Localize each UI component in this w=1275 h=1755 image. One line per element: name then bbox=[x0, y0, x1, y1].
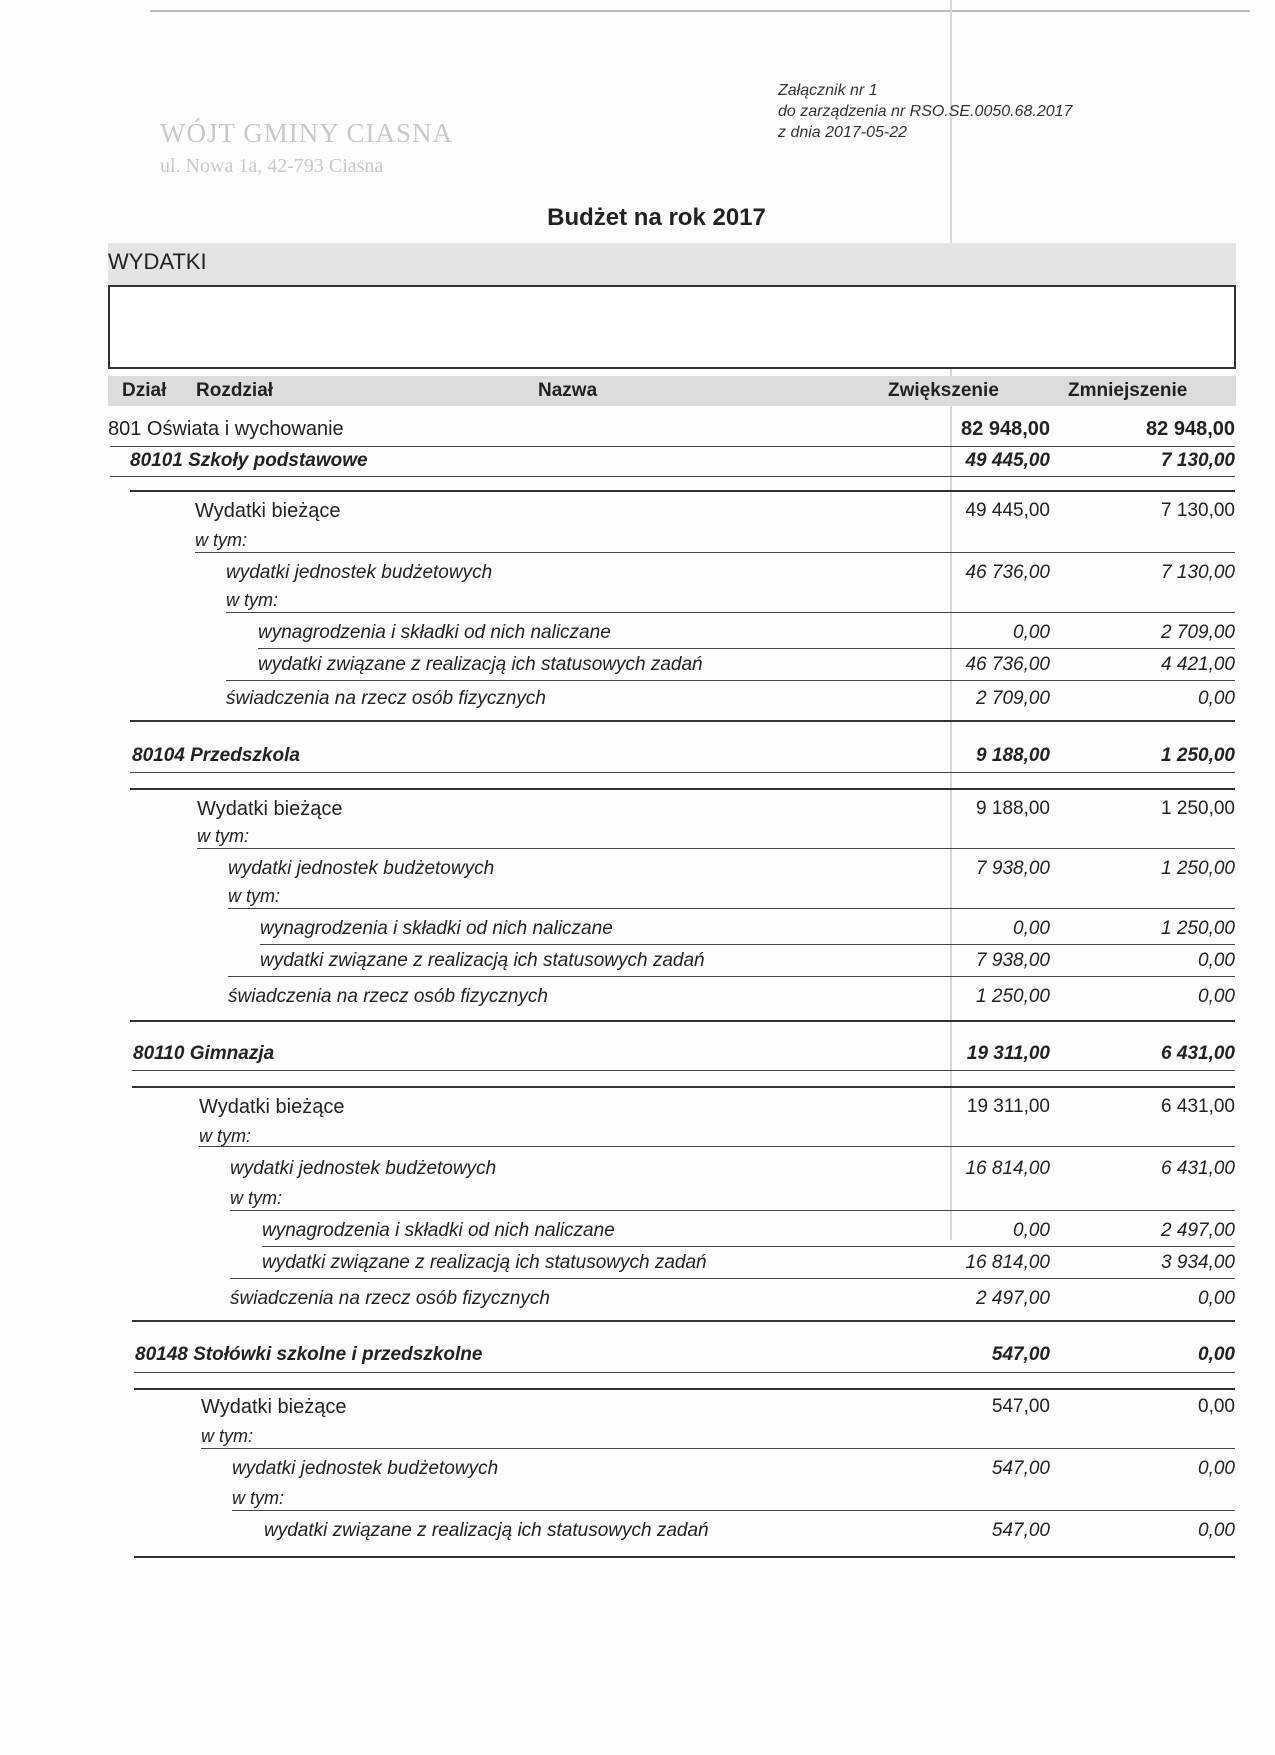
row-name: w tym: bbox=[232, 1488, 284, 1508]
table-row bbox=[0, 1220, 1275, 1246]
table-row bbox=[0, 858, 1275, 884]
row-rule bbox=[228, 976, 1235, 977]
row-name: w tym: bbox=[230, 1188, 282, 1208]
row-increase: 0,00 bbox=[1013, 622, 1050, 643]
row-decrease: 7 130,00 bbox=[1161, 450, 1235, 471]
table-row bbox=[0, 1158, 1275, 1184]
row-name: wydatki związane z realizacją ich statusowych zadań bbox=[260, 950, 705, 971]
row-increase: 2 497,00 bbox=[976, 1288, 1050, 1309]
row-decrease: 0,00 bbox=[1198, 1288, 1235, 1309]
section-rule bbox=[130, 720, 1235, 722]
row-increase: 46 736,00 bbox=[965, 562, 1050, 583]
table-row bbox=[0, 745, 1275, 771]
table-row bbox=[0, 798, 1275, 824]
row-increase: 19 311,00 bbox=[966, 1096, 1050, 1117]
row-rule bbox=[262, 1246, 1235, 1247]
row-decrease: 6 431,00 bbox=[1161, 1158, 1235, 1179]
row-rule bbox=[232, 1510, 1235, 1511]
row-decrease: 2 497,00 bbox=[1161, 1220, 1235, 1241]
row-rule bbox=[260, 944, 1235, 945]
row-name: w tym: bbox=[195, 530, 247, 550]
table-row bbox=[0, 1252, 1275, 1278]
stamp-line-1: WÓJT GMINY CIASNA bbox=[160, 118, 453, 148]
section-rule bbox=[130, 788, 1235, 790]
row-decrease: 0,00 bbox=[1198, 1520, 1235, 1541]
table-row bbox=[0, 918, 1275, 944]
section-rule bbox=[134, 1388, 1235, 1390]
row-decrease: 6 431,00 bbox=[1161, 1096, 1235, 1117]
table-row bbox=[0, 1396, 1275, 1422]
row-increase: 16 814,00 bbox=[965, 1252, 1050, 1273]
row-decrease: 1 250,00 bbox=[1161, 858, 1235, 879]
annex-line-2: do zarządzenia nr RSO.SE.0050.68.2017 bbox=[778, 103, 1073, 120]
section-rule bbox=[134, 1556, 1235, 1558]
row-increase: 49 445,00 bbox=[965, 450, 1050, 471]
row-decrease: 0,00 bbox=[1198, 1344, 1235, 1365]
row-rule bbox=[201, 1448, 1235, 1449]
row-decrease: 4 421,00 bbox=[1161, 654, 1235, 675]
row-increase: 82 948,00 bbox=[961, 418, 1050, 440]
row-increase: 547,00 bbox=[991, 1520, 1050, 1541]
row-increase: 19 311,00 bbox=[966, 1043, 1050, 1064]
row-name: w tym: bbox=[197, 826, 249, 846]
row-name: w tym: bbox=[199, 1126, 251, 1146]
section-bar bbox=[108, 243, 1236, 285]
table-row bbox=[0, 562, 1275, 588]
row-rule bbox=[197, 848, 1235, 849]
row-name: Wydatki bieżące bbox=[199, 1096, 345, 1118]
row-increase: 46 736,00 bbox=[965, 654, 1050, 675]
row-increase: 9 188,00 bbox=[976, 798, 1050, 819]
row-increase: 49 445,00 bbox=[965, 500, 1050, 521]
row-decrease: 1 250,00 bbox=[1161, 918, 1235, 939]
row-name: Wydatki bieżące bbox=[197, 798, 343, 820]
row-rule bbox=[195, 552, 1235, 553]
annex-line-1: Załącznik nr 1 bbox=[778, 82, 878, 99]
row-increase: 0,00 bbox=[1013, 1220, 1050, 1241]
row-name: 80110 Gimnazja bbox=[133, 1043, 275, 1064]
row-name: 80148 Stołówki szkolne i przedszkolne bbox=[135, 1344, 483, 1365]
page-title: Budżet na rok 2017 bbox=[547, 204, 766, 231]
annex-line-3: z dnia 2017-05-22 bbox=[778, 124, 907, 141]
table-row bbox=[0, 950, 1275, 976]
row-decrease: 1 250,00 bbox=[1161, 798, 1235, 819]
row-rule bbox=[132, 1070, 1235, 1071]
row-name: Wydatki bieżące bbox=[201, 1396, 347, 1418]
row-rule bbox=[230, 1210, 1235, 1211]
row-name: 80101 Szkoły podstawowe bbox=[130, 450, 368, 471]
row-decrease: 0,00 bbox=[1198, 1458, 1235, 1479]
table-row bbox=[0, 1288, 1275, 1314]
header-dzial: Dział bbox=[122, 380, 167, 401]
row-name: wydatki jednostek budżetowych bbox=[228, 858, 495, 879]
table-row bbox=[0, 450, 1275, 476]
row-rule bbox=[130, 772, 1235, 773]
row-name: 80104 Przedszkola bbox=[132, 745, 300, 766]
row-rule bbox=[110, 476, 1235, 477]
row-increase: 547,00 bbox=[991, 1396, 1050, 1417]
table-row bbox=[0, 418, 1275, 444]
row-rule bbox=[258, 648, 1235, 649]
table-row bbox=[0, 1096, 1275, 1122]
table-row bbox=[0, 622, 1275, 648]
table-row bbox=[0, 1043, 1275, 1069]
row-name: wydatki związane z realizacją ich statusowych zadań bbox=[262, 1252, 707, 1273]
scan-edge-line bbox=[150, 10, 1250, 12]
row-name: wydatki jednostek budżetowych bbox=[232, 1458, 499, 1479]
row-increase: 7 938,00 bbox=[976, 950, 1050, 971]
section-rule bbox=[130, 1020, 1235, 1022]
header-rozdzial: Rozdział bbox=[196, 380, 274, 401]
row-decrease: 7 130,00 bbox=[1161, 500, 1235, 521]
stamp-line-2: ul. Nowa 1a, 42-793 Ciasna bbox=[160, 155, 384, 177]
annex-note bbox=[778, 80, 1072, 143]
row-name: świadczenia na rzecz osób fizycznych bbox=[226, 688, 546, 709]
header-nazwa: Nazwa bbox=[538, 380, 598, 401]
table-header bbox=[108, 376, 1236, 406]
row-rule bbox=[226, 612, 1235, 613]
row-decrease: 0,00 bbox=[1198, 688, 1235, 709]
section-rule bbox=[130, 490, 1235, 492]
row-name: wydatki jednostek budżetowych bbox=[230, 1158, 497, 1179]
row-increase: 547,00 bbox=[991, 1344, 1050, 1365]
table-row bbox=[0, 688, 1275, 714]
row-decrease: 3 934,00 bbox=[1161, 1252, 1235, 1273]
row-name: wydatki związane z realizacją ich statusowych zadań bbox=[264, 1520, 709, 1541]
header-zwiekszenie: Zwiększenie bbox=[888, 380, 999, 401]
row-decrease: 0,00 bbox=[1198, 1396, 1235, 1417]
row-increase: 0,00 bbox=[1013, 918, 1050, 939]
row-rule bbox=[228, 908, 1235, 909]
row-increase: 547,00 bbox=[991, 1458, 1050, 1479]
row-decrease: 7 130,00 bbox=[1161, 562, 1235, 583]
row-decrease: 0,00 bbox=[1198, 986, 1235, 1007]
row-decrease: 2 709,00 bbox=[1161, 622, 1235, 643]
row-name: 801 Oświata i wychowanie bbox=[108, 418, 344, 440]
row-name: świadczenia na rzecz osób fizycznych bbox=[230, 1288, 550, 1309]
table-row bbox=[0, 1458, 1275, 1484]
section-title: WYDATKI bbox=[108, 249, 207, 274]
row-increase: 16 814,00 bbox=[965, 1158, 1050, 1179]
row-rule bbox=[226, 680, 1235, 681]
section-rule bbox=[132, 1086, 1235, 1088]
row-name: świadczenia na rzecz osób fizycznych bbox=[228, 986, 548, 1007]
row-decrease: 6 431,00 bbox=[1161, 1043, 1235, 1064]
header-zmniejszenie: Zmniejszenie bbox=[1068, 380, 1188, 401]
row-rule bbox=[230, 1278, 1235, 1279]
section-rule bbox=[132, 1320, 1235, 1322]
row-name: wydatki związane z realizacją ich statusowych zadań bbox=[258, 654, 703, 675]
table-row bbox=[0, 1344, 1275, 1370]
row-name: wydatki jednostek budżetowych bbox=[226, 562, 493, 583]
row-decrease: 82 948,00 bbox=[1146, 418, 1235, 440]
empty-box bbox=[108, 285, 1236, 369]
row-decrease: 1 250,00 bbox=[1161, 745, 1235, 766]
table-row bbox=[0, 500, 1275, 526]
row-increase: 9 188,00 bbox=[976, 745, 1050, 766]
row-rule bbox=[199, 1146, 1235, 1147]
table-row bbox=[0, 1520, 1275, 1546]
row-name: wynagrodzenia i składki od nich naliczane bbox=[258, 622, 611, 643]
row-name: w tym: bbox=[201, 1426, 253, 1446]
row-name: Wydatki bieżące bbox=[195, 500, 341, 522]
row-rule bbox=[134, 1372, 1235, 1373]
row-increase: 1 250,00 bbox=[976, 986, 1050, 1007]
row-name: wynagrodzenia i składki od nich naliczane bbox=[260, 918, 613, 939]
row-name: wynagrodzenia i składki od nich naliczane bbox=[262, 1220, 615, 1241]
row-increase: 7 938,00 bbox=[976, 858, 1050, 879]
office-stamp bbox=[160, 118, 453, 178]
table-row bbox=[0, 654, 1275, 680]
row-decrease: 0,00 bbox=[1198, 950, 1235, 971]
table-row bbox=[0, 1126, 1275, 1152]
row-name: w tym: bbox=[226, 590, 278, 610]
row-increase: 2 709,00 bbox=[976, 688, 1050, 709]
row-name: w tym: bbox=[228, 886, 280, 906]
row-rule bbox=[110, 446, 1235, 447]
table-row bbox=[0, 986, 1275, 1012]
